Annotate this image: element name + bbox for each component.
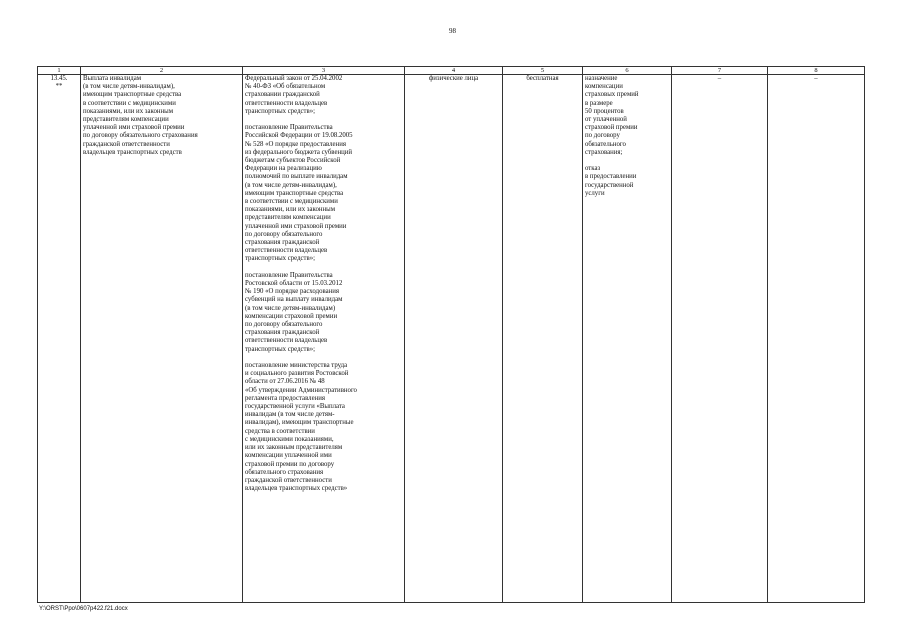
legal-basis-line: ответственности владельцев (245, 99, 328, 107)
recipients-text: физические лица (428, 75, 479, 82)
row-number-text: 13.45. ** (50, 75, 68, 91)
legal-basis-line: владельцев транспортных средств» (245, 485, 348, 493)
legal-basis-line: страхования гражданской (245, 239, 320, 247)
header-col-4: 4 (405, 67, 503, 75)
legal-basis-line: страхования гражданской (245, 329, 320, 337)
legal-basis-line: № 190 «О порядке расходования (245, 288, 340, 296)
service-name-line: уплаченной ими страховой премии (83, 124, 185, 132)
service-name-lines (83, 75, 240, 157)
legal-basis-cell (243, 75, 405, 603)
table-row (38, 75, 865, 603)
service-name-line: (в том числе детям-инвалидам), (83, 83, 175, 91)
service-name-line: представителям компенсации (83, 116, 169, 124)
result-line: от уплаченной (585, 116, 627, 124)
legal-basis-line: компенсации страховой премии (245, 312, 338, 320)
header-col-7: 7 (672, 67, 768, 75)
legal-basis-line: области от 27.06.2016 № 48 (245, 378, 325, 386)
legal-basis-line: показаниями, или их законным (245, 206, 335, 214)
col7-cell (672, 75, 768, 603)
legal-basis-line: по договору обязательного (245, 230, 323, 238)
legal-basis-line (245, 264, 402, 272)
legal-basis-line: транспортных средств»; (245, 255, 316, 263)
header-row (38, 67, 865, 75)
header-col-8: 8 (768, 67, 865, 75)
service-name-line: имеющим транспортные средства (83, 91, 182, 99)
cost-cell (503, 75, 583, 603)
legal-basis-line: № 40-ФЗ «Об обязательном (245, 83, 326, 91)
legal-basis-line: из федерального бюджета субвенций (245, 148, 353, 156)
legal-basis-line: имеющим транспортные средства (245, 189, 344, 197)
header-col-5: 5 (503, 67, 583, 75)
legal-basis-line: Федеральный закон от 25.04.2002 (245, 75, 343, 82)
legal-basis-line: или их законным представителям (245, 444, 343, 452)
row-number (38, 75, 81, 603)
legal-basis-line: постановление министерства труда (245, 362, 348, 370)
services-table (37, 66, 865, 603)
legal-basis-line: уплаченной ими страховой премии (245, 222, 347, 230)
legal-basis-line: инвалидам), имеющим транспортные (245, 419, 354, 427)
col7-text: – (717, 75, 722, 82)
service-name-cell (81, 75, 243, 603)
header-col-1: 1 (38, 67, 81, 75)
service-name-line: владельцев транспортных средств (83, 148, 182, 156)
result-line: обязательного (585, 140, 626, 148)
result-line: в предоставлении (585, 173, 637, 181)
result-line: в размере (585, 99, 613, 107)
legal-basis-line: постановление Правительства (245, 271, 333, 279)
result-line (585, 157, 669, 165)
legal-basis-line: Ростовской области от 15.03.2012 (245, 280, 343, 288)
result-line: по договору (585, 132, 620, 140)
legal-basis-line (245, 116, 402, 124)
legal-basis-line: субвенций на выплату инвалидам (245, 296, 343, 304)
result-line: отказ (585, 165, 601, 173)
result-line: компенсации (585, 83, 623, 91)
legal-basis-line: № 528 «О порядке предоставления (245, 140, 346, 148)
header-col-6: 6 (583, 67, 672, 75)
result-line: страхования; (585, 148, 623, 156)
cost-text: бесплатная (526, 75, 559, 82)
legal-basis-line (245, 354, 402, 362)
legal-basis-line: с медицинскими показаниями, (245, 435, 334, 443)
result-lines (585, 75, 669, 198)
legal-basis-line: страховании гражданской (245, 91, 320, 99)
service-name-line: гражданской ответственности (83, 140, 170, 148)
legal-basis-line: (в том числе детям-инвалидам), (245, 181, 337, 189)
legal-basis-line: и социального развития Ростовской (245, 370, 349, 378)
service-name-line: по договору обязательного страхования (83, 132, 198, 140)
legal-basis-line: представителям компенсации (245, 214, 331, 222)
legal-basis-line: обязательного страхования (245, 468, 324, 476)
legal-basis-line: постановление Правительства (245, 124, 333, 132)
col8-text: – (814, 75, 818, 82)
legal-basis-lines (245, 75, 402, 493)
legal-basis-line: компенсации уплаченной ими (245, 452, 332, 460)
legal-basis-line: ответственности владельцев (245, 337, 328, 345)
header-col-3: 3 (243, 67, 405, 75)
result-line: назначение (585, 75, 618, 82)
result-line: страховой премии (585, 124, 638, 132)
legal-basis-line: страховой премии по договору (245, 460, 335, 468)
result-cell (583, 75, 672, 603)
legal-basis-line: транспортных средств»; (245, 107, 316, 115)
service-name-line: в соответствии с медицинскими (83, 99, 176, 107)
legal-basis-line: ответственности владельцев (245, 247, 328, 255)
service-name-line: Выплата инвалидам (83, 75, 142, 82)
result-line: государственной (585, 181, 634, 189)
legal-basis-line: Федерации на реализацию (245, 165, 322, 173)
service-name-line: показаниями, или их законным (83, 107, 173, 115)
legal-basis-line: гражданской ответственности (245, 476, 332, 484)
legal-basis-line: «Об утверждении Административного (245, 386, 357, 394)
legal-basis-line: регламента предоставления (245, 394, 325, 402)
legal-basis-line: государственной услуги «Выплата (245, 403, 345, 411)
legal-basis-line: транспортных средств»; (245, 345, 316, 353)
page-number: 98 (449, 27, 456, 35)
col8-cell (768, 75, 865, 603)
legal-basis-line: инвалидам (в том числе детям- (245, 411, 335, 419)
header-col-2: 2 (81, 67, 243, 75)
legal-basis-line: по договору обязательного (245, 321, 323, 329)
legal-basis-line: средства в соответствии (245, 427, 315, 435)
legal-basis-line: Российской Федерации от 19.08.2005 (245, 132, 353, 140)
legal-basis-line: бюджетам субъектов Российской (245, 157, 341, 165)
legal-basis-line: (в том числе детям-инвалидам) (245, 304, 336, 312)
legal-basis-line: в соответствии с медицинскими (245, 198, 338, 206)
recipients-cell (405, 75, 503, 603)
result-line: 50 процентов (585, 107, 624, 115)
result-line: страховых премий (585, 91, 639, 99)
result-line: услуги (585, 189, 605, 197)
file-path-footer: Y:\ORST\Ppo\0607p422.f21.docx (39, 606, 128, 612)
legal-basis-line: полномочий по выплате инвалидам (245, 173, 348, 181)
